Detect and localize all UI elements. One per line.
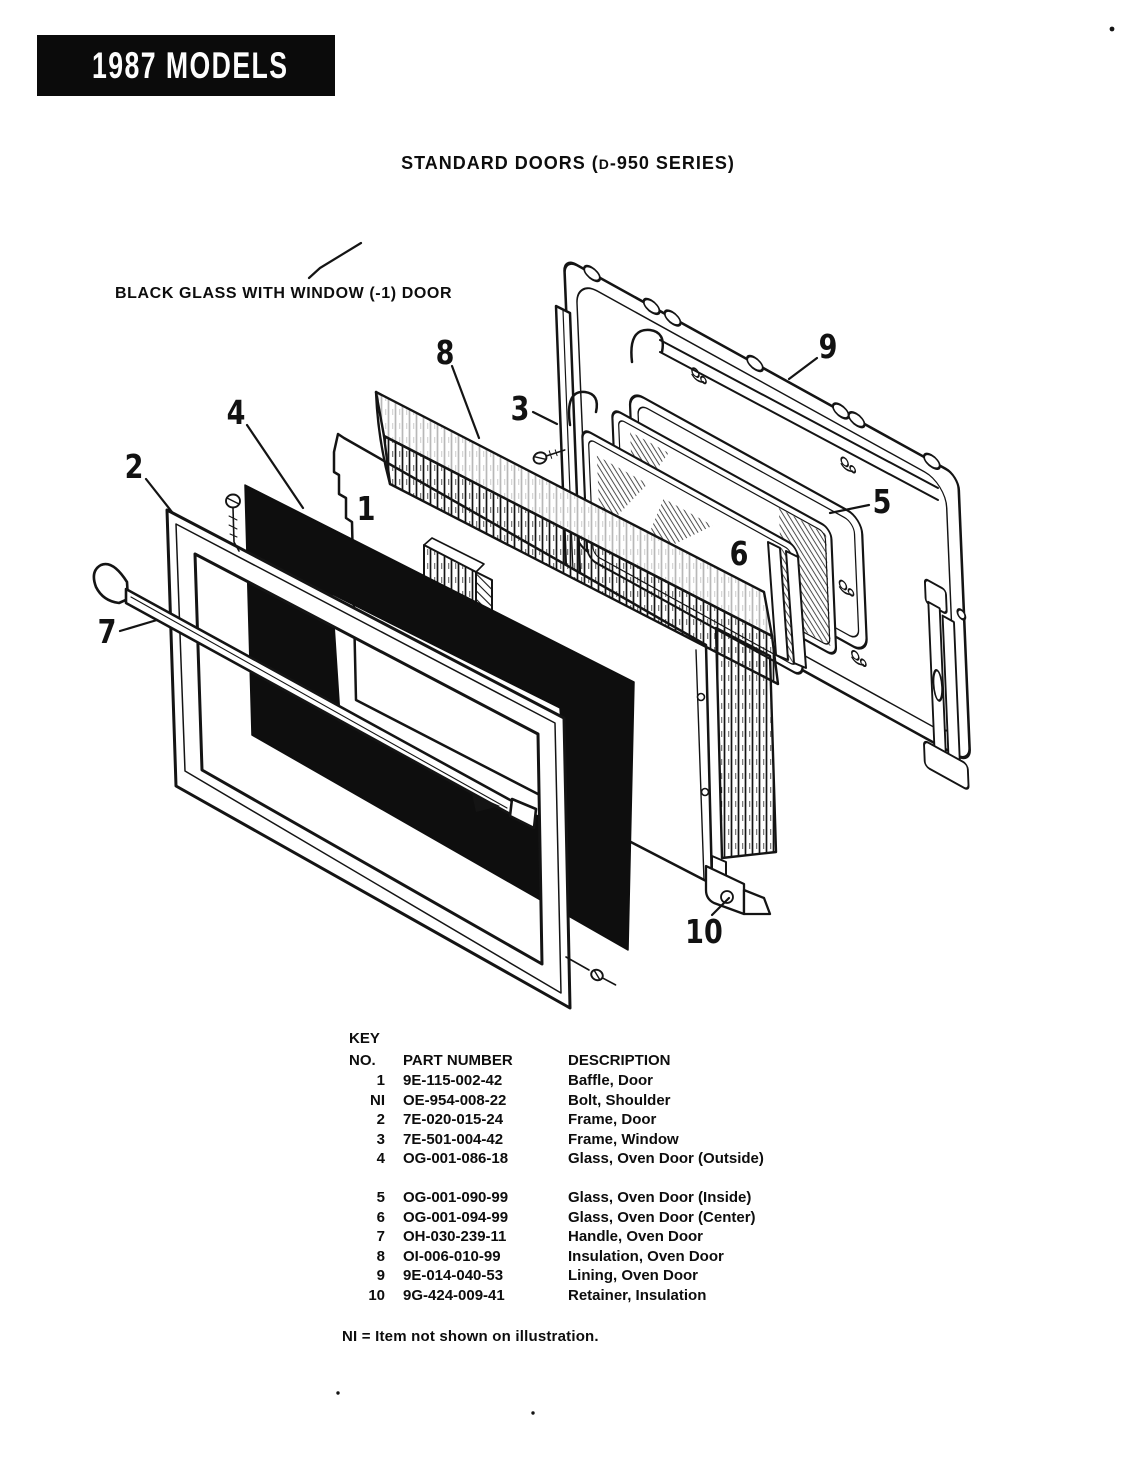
cell-no: 4 [376,1150,385,1167]
cell-description: Frame, Window [568,1130,679,1148]
callout-9: 9 [818,328,838,367]
cell-part-number: OH-030-239-11 [403,1228,507,1245]
diagram-variant-label: BLACK GLASS WITH WINDOW (-1) DOOR [115,285,453,302]
page-title-suffix: -950 SERIES) [609,153,735,173]
cell-part-number: 9G-424-009-41 [403,1286,505,1304]
table-row [349,1286,764,1306]
callout-5: 5 [872,483,892,522]
cell-part-number: OG-001-090-99 [403,1189,509,1206]
cell-no: NI [370,1091,385,1109]
cell-part-number: 7E-020-015-24 [403,1111,504,1128]
cell-description: Frame, Door [568,1111,657,1128]
callout-1: 1 [356,490,376,529]
year-banner-label: 1987 MODELS [92,44,289,86]
table-row [349,1130,764,1150]
table-row [349,1071,764,1091]
cell-no: 8 [376,1247,385,1265]
callout-10: 10 [685,913,723,952]
table-row [349,1188,764,1208]
check-mark [309,243,361,278]
table-header [349,1050,764,1071]
parts-table [349,1050,764,1305]
callout-4: 4 [226,394,246,433]
screw-icon [589,968,618,990]
cell-part-number: 9E-014-040-53 [403,1267,504,1284]
callout-8: 8 [435,334,455,373]
parts-key [349,1028,764,1305]
table-row [349,1208,764,1228]
cell-description: Lining, Oven Door [568,1267,698,1284]
col-header-part-number: PART NUMBER [403,1052,513,1069]
cell-no: 5 [376,1189,385,1206]
cell-part-number: 9E-115-002-42 [403,1072,503,1089]
cell-no: 7 [376,1228,385,1245]
cell-part-number: OI-006-010-99 [403,1247,501,1265]
table-row [349,1091,764,1111]
cell-no: 1 [376,1072,385,1089]
cell-no: 2 [376,1111,385,1128]
cell-part-number: OE-954-008-22 [403,1091,507,1109]
table-row [349,1266,764,1286]
cell-description: Handle, Oven Door [568,1228,704,1245]
cell-description: Glass, Oven Door (Center) [568,1208,756,1226]
cell-description: Retainer, Insulation [568,1286,707,1304]
cell-description: Glass, Oven Door (Inside) [568,1189,752,1206]
table-row [349,1247,764,1267]
page-title-prefix: STANDARD DOORS ( [401,153,599,173]
col-header-no: NO. [349,1052,376,1069]
callout-6: 6 [729,535,749,574]
callout-7: 7 [97,613,117,652]
cell-no: 9 [376,1267,385,1284]
table-row [349,1110,764,1130]
callout-3: 3 [510,390,530,429]
cell-description: Insulation, Oven Door [568,1247,724,1265]
cell-description: Bolt, Shoulder [568,1091,671,1109]
cell-no: 3 [376,1130,385,1148]
key-heading: KEY [349,1030,380,1047]
cell-part-number: OG-001-086-18 [403,1150,509,1167]
cell-description: Glass, Oven Door (Outside) [568,1150,764,1167]
key-footnote: NI = Item not shown on illustration. [342,1328,599,1345]
cell-part-number: 7E-501-004-42 [403,1130,504,1148]
cell-part-number: OG-001-094-99 [403,1208,509,1226]
table-row [349,1227,764,1247]
cell-no: 6 [376,1208,385,1226]
callout-2: 2 [124,448,144,487]
retainer-part [706,856,770,914]
col-header-description: DESCRIPTION [568,1052,671,1069]
page-title-series-letter: D [598,156,610,172]
cell-no: 10 [368,1286,385,1304]
cell-description: Baffle, Door [568,1072,654,1089]
table-row [349,1149,764,1169]
